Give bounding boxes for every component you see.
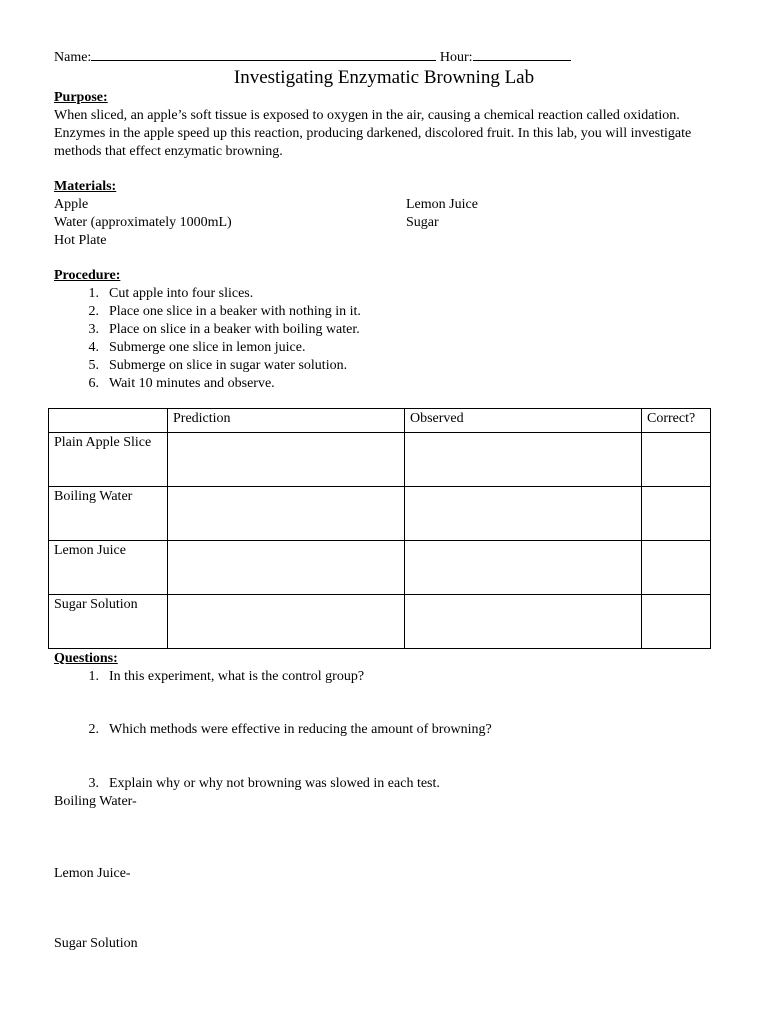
prediction-cell[interactable] xyxy=(168,541,405,595)
name-blank[interactable] xyxy=(91,47,436,61)
material-apple: Apple xyxy=(54,197,89,212)
procedure-list xyxy=(54,285,361,393)
answer-label-lemon-juice: Lemon Juice- xyxy=(54,866,131,881)
table-header-prediction: Prediction xyxy=(168,409,405,433)
procedure-step: 5. Submerge on slice in sugar water solution. xyxy=(88,358,348,373)
observed-cell[interactable] xyxy=(405,541,642,595)
procedure-step: 2. Place one slice in a beaker with nothing in it. xyxy=(88,304,361,319)
observed-cell[interactable] xyxy=(405,433,642,487)
purpose-text: When sliced, an apple’s soft tissue is exposed to oxygen in the air, causing a chemical reaction called oxidation. Enzymes in the apple speed up this reaction, producing darkened, discolored fruit. In this lab, you will investigate methods that effect enzymatic browning. xyxy=(54,108,692,159)
table-header-blank xyxy=(49,409,168,433)
name-label: Name: xyxy=(54,50,92,65)
row-label: Boiling Water xyxy=(49,487,168,541)
procedure-step: 6. Wait 10 minutes and observe. xyxy=(88,376,275,391)
material-hot-plate: Hot Plate xyxy=(54,233,107,248)
results-table xyxy=(48,408,711,649)
material-lemon-juice: Lemon Juice xyxy=(406,197,478,212)
row-label: Sugar Solution xyxy=(49,595,168,649)
observed-cell[interactable] xyxy=(405,595,642,649)
procedure-step: 1. Cut apple into four slices. xyxy=(88,286,254,301)
prediction-cell[interactable] xyxy=(168,595,405,649)
hour-label: Hour: xyxy=(439,50,473,65)
table-row xyxy=(49,541,711,595)
table-header-observed: Observed xyxy=(405,409,642,433)
question-2: 2. Which methods were effective in reducing the amount of browning? xyxy=(88,722,492,737)
page-title: Investigating Enzymatic Browning Lab xyxy=(233,67,535,88)
questions-heading: Questions: xyxy=(54,651,118,666)
prediction-cell[interactable] xyxy=(168,487,405,541)
correct-cell[interactable] xyxy=(642,487,711,541)
purpose-heading: Purpose: xyxy=(54,90,108,105)
row-label: Lemon Juice xyxy=(49,541,168,595)
table-row xyxy=(49,487,711,541)
name-row xyxy=(54,47,571,67)
row-label: Plain Apple Slice xyxy=(49,433,168,487)
correct-cell[interactable] xyxy=(642,433,711,487)
table-header-correct: Correct? xyxy=(642,409,711,433)
table-row xyxy=(49,433,711,487)
prediction-cell[interactable] xyxy=(168,433,405,487)
observed-cell[interactable] xyxy=(405,487,642,541)
procedure-step: 3. Place on slice in a beaker with boiling water. xyxy=(88,322,360,337)
material-sugar: Sugar xyxy=(406,215,439,230)
correct-cell[interactable] xyxy=(642,541,711,595)
hour-blank[interactable] xyxy=(473,47,571,61)
materials-heading: Materials: xyxy=(54,179,117,194)
question-3: 3. Explain why or why not browning was slowed in each test. xyxy=(88,776,440,791)
table-header-row xyxy=(49,409,711,433)
answer-label-boiling-water: Boiling Water- xyxy=(54,794,137,809)
answer-label-sugar-solution: Sugar Solution xyxy=(54,936,138,951)
procedure-step: 4. Submerge one slice in lemon juice. xyxy=(88,340,306,355)
question-1: 1. In this experiment, what is the control group? xyxy=(88,669,365,684)
material-water: Water (approximately 1000mL) xyxy=(54,215,232,230)
procedure-heading: Procedure: xyxy=(54,268,121,283)
table-row xyxy=(49,595,711,649)
correct-cell[interactable] xyxy=(642,595,711,649)
